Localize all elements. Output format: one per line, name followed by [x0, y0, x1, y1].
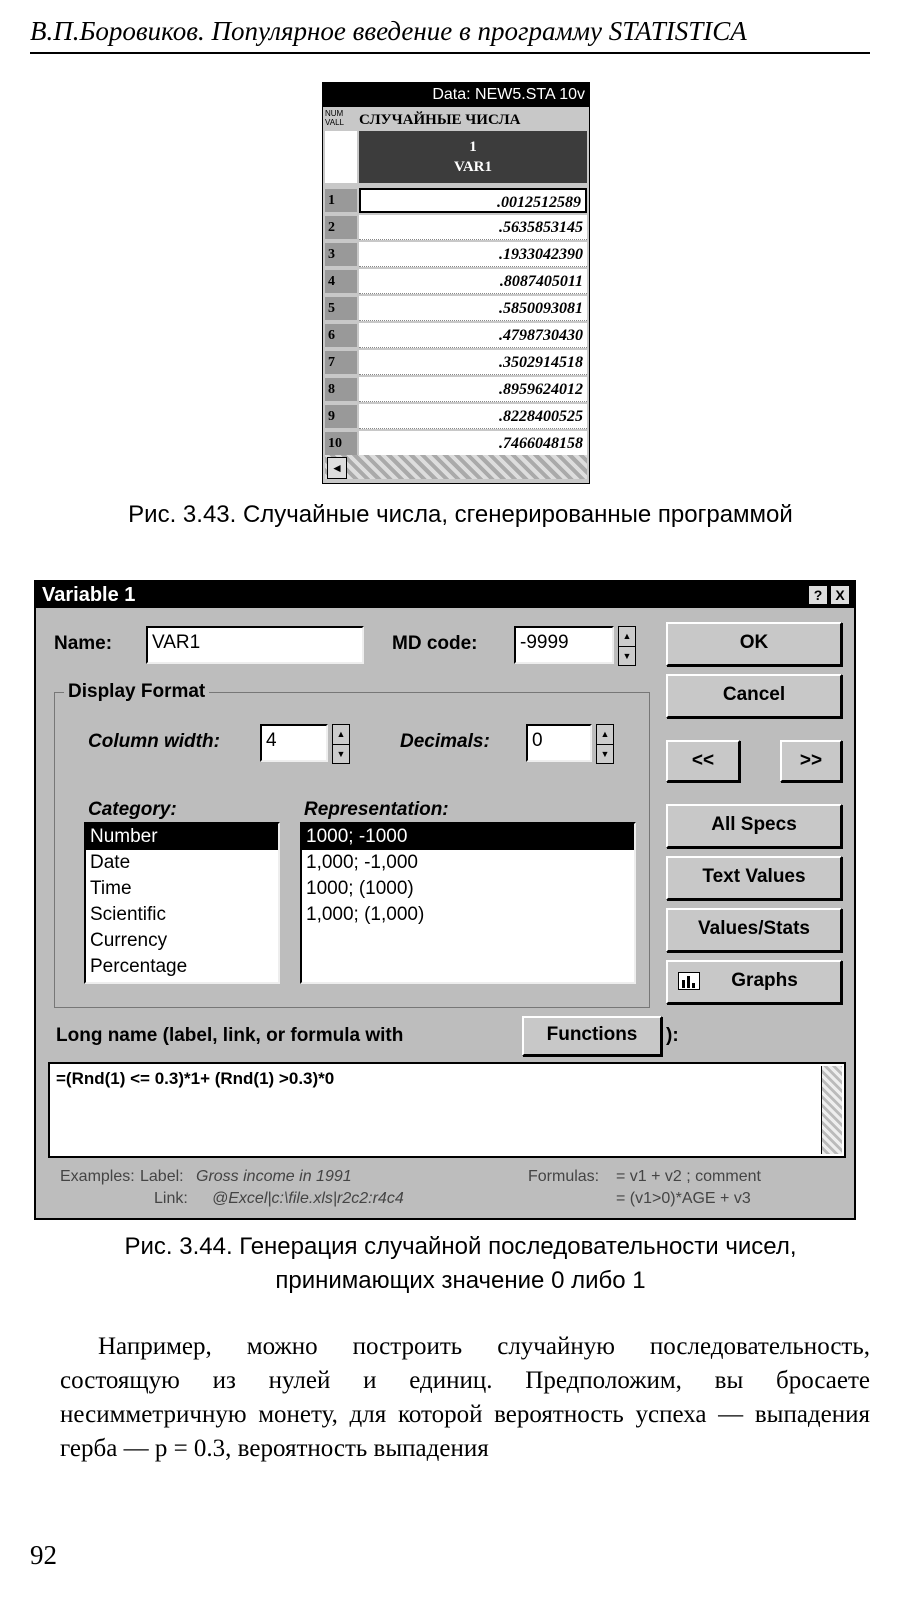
body-paragraph: Например, можно построить случайную последовательность, состоящую из нулей и единиц. Предположим, вы бросаете несимметричную монету, для которой вероятность успеха — выпадения герба — p = 0.3, вероятность выпадения — [60, 1333, 870, 1462]
representation-option[interactable]: 1,000; (1,000) — [306, 904, 425, 925]
row-number[interactable]: 1 — [325, 189, 357, 212]
graphs-button[interactable] — [666, 960, 842, 1004]
example-formulas-key: Formulas: — [528, 1168, 600, 1185]
row-number[interactable]: 9 — [325, 405, 357, 428]
table-row[interactable] — [325, 322, 587, 349]
formula-text: =(Rnd(1) <= 0.3)*1+ (Rnd(1) >0.3)*0 — [56, 1069, 335, 1088]
decimals-field[interactable]: 0 — [526, 724, 592, 762]
table-cell[interactable]: .0012512589 — [359, 188, 587, 213]
example-link-value: @Excel|c:\file.xls|r2c2:r4c4 — [212, 1190, 404, 1207]
row-number[interactable]: 2 — [325, 216, 357, 239]
representation-list[interactable] — [300, 822, 636, 984]
spreadsheet-title-bar: Data: NEW5.STA 10v — [323, 83, 589, 107]
page-number: 92 — [30, 1540, 57, 1570]
table-row[interactable] — [325, 268, 587, 295]
table-row[interactable] — [325, 214, 587, 241]
category-option[interactable]: Date — [90, 852, 131, 873]
scroll-left-icon[interactable]: ◄ — [327, 457, 347, 479]
corner-cell — [325, 131, 357, 183]
figure-caption-3-43: Рис. 3.43. Случайные числа, сгенерированные программой — [128, 501, 793, 528]
category-option[interactable]: Time — [90, 878, 132, 899]
graph-icon — [678, 972, 700, 990]
table-cell[interactable]: .8959624012 — [359, 377, 587, 402]
category-label: Category: — [88, 799, 177, 820]
example-link-key: Link: — [154, 1190, 188, 1207]
table-cell[interactable]: .3502914518 — [359, 350, 587, 375]
help-icon[interactable]: ? — [808, 585, 828, 605]
sheet-label: СЛУЧАЙНЫЕ ЧИСЛА — [359, 112, 521, 128]
row-number[interactable]: 10 — [325, 432, 357, 455]
table-cell[interactable]: .1933042390 — [359, 242, 587, 267]
table-cell[interactable]: .8087405011 — [359, 269, 587, 294]
example-formula-1: = v1 + v2 ; comment — [616, 1168, 761, 1185]
category-option[interactable]: Scientific — [90, 904, 167, 925]
formula-scrollbar[interactable] — [821, 1066, 842, 1154]
example-label-value: Gross income in 1991 — [196, 1168, 352, 1185]
md-code-field[interactable]: -9999 — [514, 626, 614, 664]
column-number: 1 — [469, 139, 477, 155]
decimals-stepper[interactable]: ▲ ▼ — [596, 724, 614, 764]
close-icon[interactable]: X — [830, 585, 850, 605]
table-row[interactable] — [325, 241, 587, 268]
table-row[interactable] — [325, 430, 587, 457]
dialog-title-bar: Variable 1 — [36, 582, 854, 608]
formula-field[interactable] — [48, 1062, 846, 1158]
table-cell[interactable]: .4798730430 — [359, 323, 587, 348]
category-option[interactable]: Percentage — [90, 956, 188, 977]
decimals-label: Decimals: — [400, 731, 490, 752]
column-header-var1[interactable] — [359, 131, 587, 183]
representation-label: Representation: — [304, 799, 449, 820]
display-format-label: Display Format — [64, 680, 209, 704]
table-cell[interactable]: .8228400525 — [359, 404, 587, 429]
ok-button[interactable]: OK — [666, 622, 842, 666]
figure-caption-3-44-line2: принимающих значение 0 либо 1 — [275, 1267, 646, 1294]
examples-label: Examples: — [60, 1168, 135, 1185]
table-cell[interactable]: .5850093081 — [359, 296, 587, 321]
running-header: В.П.Боровиков. Популярное введение в программу STATISTICA — [30, 16, 747, 46]
num-val-label: NUM VALL — [325, 109, 344, 127]
header-rule — [30, 52, 870, 54]
name-label: Name: — [54, 633, 113, 654]
category-list[interactable] — [84, 822, 280, 984]
functions-button[interactable]: Functions — [522, 1016, 662, 1056]
variable-dialog — [34, 580, 856, 1220]
md-code-stepper[interactable]: ▲ ▼ — [618, 626, 636, 666]
all-specs-button[interactable]: All Specs — [666, 804, 842, 848]
row-number[interactable]: 4 — [325, 270, 357, 293]
example-label-key: Label: — [140, 1168, 184, 1185]
horizontal-scrollbar[interactable] — [325, 455, 587, 479]
figure-caption-3-44-line1: Рис. 3.44. Генерация случайной последовательности чисел, — [124, 1233, 797, 1260]
text-values-button[interactable]: Text Values — [666, 856, 842, 900]
table-row[interactable] — [325, 403, 587, 430]
row-number[interactable]: 6 — [325, 324, 357, 347]
table-row[interactable] — [325, 349, 587, 376]
category-option[interactable]: Number — [86, 824, 278, 850]
table-cell[interactable]: .5635853145 — [359, 215, 587, 240]
previous-variable-button[interactable]: << — [666, 740, 740, 782]
column-width-label: Column width: — [88, 731, 220, 752]
name-field[interactable]: VAR1 — [146, 626, 364, 664]
cancel-button[interactable]: Cancel — [666, 674, 842, 718]
column-width-stepper[interactable]: ▲ ▼ — [332, 724, 350, 764]
next-variable-button[interactable]: >> — [780, 740, 842, 782]
values-stats-button[interactable]: Values/Stats — [666, 908, 842, 952]
long-name-suffix: ): — [666, 1025, 679, 1046]
data-spreadsheet-window — [322, 82, 590, 484]
representation-option[interactable]: 1000; -1000 — [302, 824, 634, 850]
long-name-label: Long name (label, link, or formula with — [56, 1025, 404, 1046]
table-row[interactable] — [325, 295, 587, 322]
representation-option[interactable]: 1000; (1000) — [306, 878, 414, 899]
example-formula-2: = (v1>0)*AGE + v3 — [616, 1190, 751, 1207]
representation-option[interactable]: 1,000; -1,000 — [306, 852, 418, 873]
row-number[interactable]: 3 — [325, 243, 357, 266]
row-number[interactable]: 5 — [325, 297, 357, 320]
table-cell[interactable]: .7466048158 — [359, 431, 587, 456]
category-option[interactable]: Currency — [90, 930, 168, 951]
row-number[interactable]: 7 — [325, 351, 357, 374]
column-width-field[interactable]: 4 — [260, 724, 328, 762]
table-row[interactable] — [325, 187, 587, 214]
row-number[interactable]: 8 — [325, 378, 357, 401]
graphs-label: Graphs — [731, 970, 798, 991]
column-name: VAR1 — [453, 159, 493, 175]
md-code-label: MD code: — [392, 633, 478, 654]
table-row[interactable] — [325, 376, 587, 403]
